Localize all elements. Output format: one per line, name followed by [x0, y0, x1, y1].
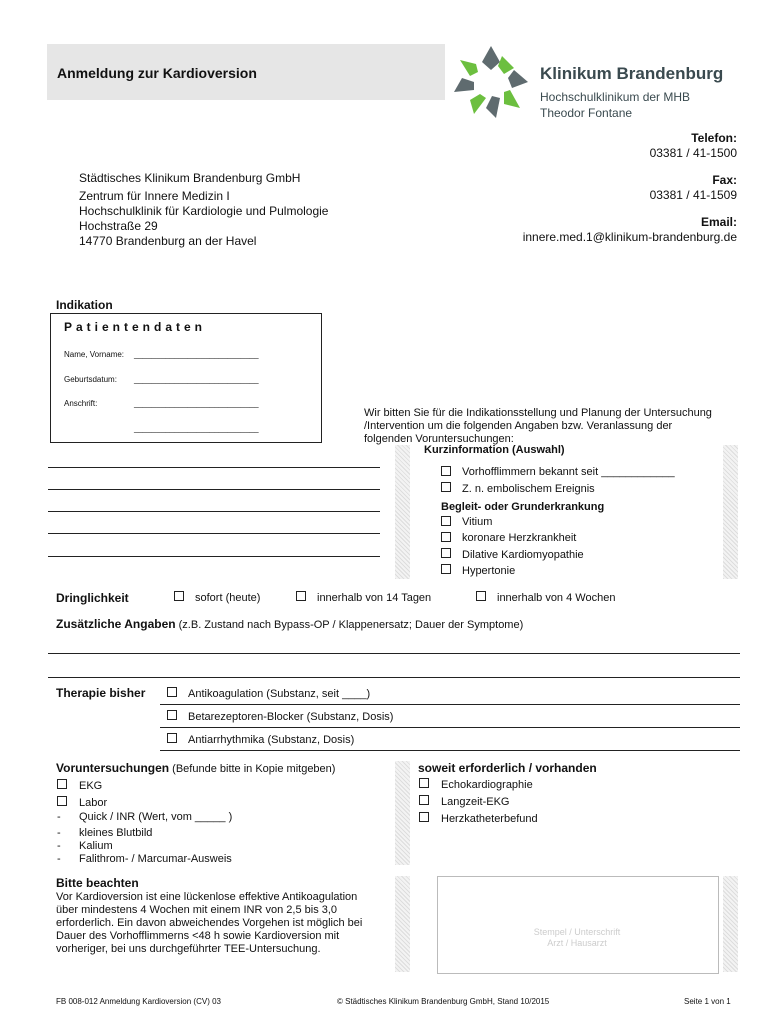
- kurzinfo-item: Hypertonie: [462, 565, 516, 577]
- address-line: Hochstraße 29: [79, 219, 158, 233]
- checkbox[interactable]: [167, 710, 177, 720]
- dringlichkeit-option: sofort (heute): [195, 592, 261, 604]
- address-line: Zentrum für Innere Medizin I: [79, 189, 230, 203]
- checkbox[interactable]: [419, 812, 429, 822]
- zusatz-row: [56, 617, 523, 631]
- shaded-bar: [395, 761, 410, 865]
- request-text: [364, 407, 744, 446]
- email-value: innere.med.1@klinikum-brandenburg.de: [522, 230, 737, 244]
- zusatz-hint: (z.B. Zustand nach Bypass-OP / Klappenersatz; Dauer der Symptome): [175, 619, 524, 631]
- address-label: Anschrift:: [64, 399, 98, 408]
- name-label: Name, Vorname:: [64, 350, 125, 359]
- zusatz-line[interactable]: [48, 677, 740, 678]
- therapie-label: Therapie bisher: [56, 686, 146, 700]
- indikation-label: Indikation: [56, 298, 113, 312]
- vorunters-quick: Quick / INR (Wert, vom _____ ): [79, 811, 233, 823]
- footer-right: Seite 1 von 1: [684, 997, 731, 1006]
- checkbox[interactable]: [296, 591, 306, 601]
- page-title: Anmeldung zur Kardioversion: [57, 65, 257, 81]
- soweit-label: soweit erforderlich / vorhanden: [418, 761, 597, 775]
- logo-name: Klinikum Brandenburg: [540, 64, 724, 83]
- soweit-option: Echokardiographie: [441, 779, 533, 791]
- checkbox[interactable]: [167, 733, 177, 743]
- checkbox[interactable]: [167, 687, 177, 697]
- soweit-option: Langzeit-EKG: [441, 796, 510, 808]
- stamp-line: Stempel / Unterschrift: [533, 927, 621, 937]
- checkbox[interactable]: [441, 482, 451, 492]
- dob-label: Geburtsdatum:: [64, 375, 117, 384]
- address-line: Hochschulklinik für Kardiologie und Pulmologie: [79, 204, 329, 218]
- request-line: Wir bitten Sie für die Indikationsstellung und Planung der Untersuchung: [364, 407, 712, 419]
- hospital-logo: [450, 42, 740, 124]
- dash: -: [57, 840, 61, 852]
- vorunters-labor: Labor: [79, 797, 108, 809]
- checkbox[interactable]: [174, 591, 184, 601]
- zusatz-line[interactable]: [48, 653, 740, 654]
- kurzinfo-item: Dilative Kardiomyopathie: [462, 549, 584, 561]
- vorunters-label: Voruntersuchungen: [56, 761, 170, 775]
- fax-label: Fax:: [712, 173, 737, 187]
- beachten-line: vorheriger, bei uns durchgeführter TEE-Untersuchung.: [56, 943, 321, 955]
- therapie-option: Antiarrhythmika (Substanz, Dosis): [188, 734, 355, 746]
- patient-data-title: Patientendaten: [64, 320, 207, 334]
- indication-line[interactable]: [48, 556, 380, 557]
- checkbox[interactable]: [57, 779, 67, 789]
- checkbox[interactable]: [441, 532, 451, 542]
- checkbox[interactable]: [441, 516, 451, 526]
- vorunters-kalium: Kalium: [79, 840, 113, 852]
- checkbox[interactable]: [441, 466, 451, 476]
- kurzinfo-item: Z. n. embolischem Ereignis: [462, 483, 595, 495]
- fax-value: 03381 / 41-1509: [649, 188, 737, 202]
- beachten-line: Vor Kardioversion ist eine lückenlose effektive Antikoagulation: [56, 891, 358, 903]
- vorunters-falithrom: Falithrom- / Marcumar-Ausweis: [79, 853, 232, 865]
- request-line: /Intervention um die folgenden Angaben bzw. Veranlassung der: [364, 420, 673, 432]
- dash: -: [57, 811, 61, 823]
- indication-line[interactable]: [48, 511, 380, 512]
- address-field[interactable]: ____________________________: [134, 399, 259, 408]
- beachten-line: über mindestens 4 Wochen mit einem INR von 2,5 bis 3,0: [56, 904, 338, 916]
- vorunters-ekg: EKG: [79, 780, 103, 792]
- indication-line[interactable]: [48, 533, 380, 534]
- zusatz-label: Zusätzliche Angaben: [56, 617, 176, 631]
- kurzinfo-title: Kurzinformation (Auswahl): [424, 444, 565, 456]
- beachten-label: Bitte beachten: [56, 876, 139, 890]
- address-line: 14770 Brandenburg an der Havel: [79, 234, 257, 248]
- footer-center: © Städtisches Klinikum Brandenburg GmbH, Stand 10/2015: [337, 997, 550, 1006]
- checkbox[interactable]: [441, 564, 451, 574]
- checkbox[interactable]: [419, 778, 429, 788]
- shaded-bar: [723, 876, 738, 972]
- dringlichkeit-option: innerhalb von 4 Wochen: [497, 592, 616, 604]
- dringlichkeit-option: innerhalb von 14 Tagen: [317, 592, 432, 604]
- request-line: folgenden Voruntersuchungen:: [364, 433, 514, 445]
- therapie-line[interactable]: [160, 750, 740, 751]
- kurzinfo-item: Vitium: [462, 516, 493, 528]
- beachten-text: [56, 891, 362, 956]
- star-logo-icon: [450, 42, 532, 124]
- logo-sub2: Theodor Fontane: [540, 106, 633, 120]
- therapie-option: Antikoagulation (Substanz, seit ____): [188, 688, 371, 700]
- address-field-2[interactable]: ____________________________: [134, 424, 259, 433]
- name-field[interactable]: ____________________________: [134, 350, 259, 359]
- soweit-option: Herzkatheterbefund: [441, 813, 538, 825]
- checkbox[interactable]: [419, 795, 429, 805]
- begleit-title: Begleit- oder Grunderkrankung: [441, 501, 605, 513]
- phone-label: Telefon:: [691, 131, 737, 145]
- vorunters-row: [56, 761, 335, 775]
- therapie-line[interactable]: [160, 727, 740, 728]
- shaded-bar: [723, 445, 738, 579]
- contact-block: [437, 131, 737, 245]
- checkbox[interactable]: [476, 591, 486, 601]
- dash: -: [57, 827, 61, 839]
- indication-line[interactable]: [48, 467, 380, 468]
- therapie-option: Betarezeptoren-Blocker (Substanz, Dosis): [188, 711, 394, 723]
- dringlichkeit-label: Dringlichkeit: [56, 591, 129, 605]
- logo-sub1: Hochschulklinikum der MHB: [540, 90, 691, 104]
- beachten-line: Dauer des Vorhofflimmerns <48 h sowie Kardioversion mit: [56, 930, 340, 942]
- stamp-line: Arzt / Hausarzt: [547, 938, 607, 948]
- checkbox[interactable]: [57, 796, 67, 806]
- dob-field[interactable]: ____________________________: [134, 375, 259, 384]
- footer-left: FB 008-012 Anmeldung Kardioversion (CV) 03: [56, 997, 221, 1006]
- kurzinfo-item: Vorhofflimmern bekannt seit ____________: [462, 466, 675, 478]
- shaded-bar: [395, 445, 410, 579]
- vorunters-hint: (Befunde bitte in Kopie mitgeben): [169, 763, 336, 775]
- beachten-line: erforderlich. Ein davon abweichendes Vorgehen ist möglich bei: [56, 917, 363, 929]
- email-label: Email:: [700, 215, 737, 229]
- vorunters-blutbild: kleines Blutbild: [79, 827, 153, 839]
- dash: -: [57, 853, 61, 865]
- address-block: [79, 171, 328, 249]
- kurzinfo-item: koronare Herzkrankheit: [462, 532, 577, 544]
- address-line: Städtisches Klinikum Brandenburg GmbH: [79, 171, 301, 185]
- indication-line[interactable]: [48, 489, 380, 490]
- stamp-box[interactable]: [437, 876, 719, 974]
- shaded-bar: [395, 876, 410, 972]
- checkbox[interactable]: [441, 548, 451, 558]
- phone-value: 03381 / 41-1500: [649, 146, 737, 160]
- stamp-text: [437, 927, 717, 949]
- therapie-line[interactable]: [160, 704, 740, 705]
